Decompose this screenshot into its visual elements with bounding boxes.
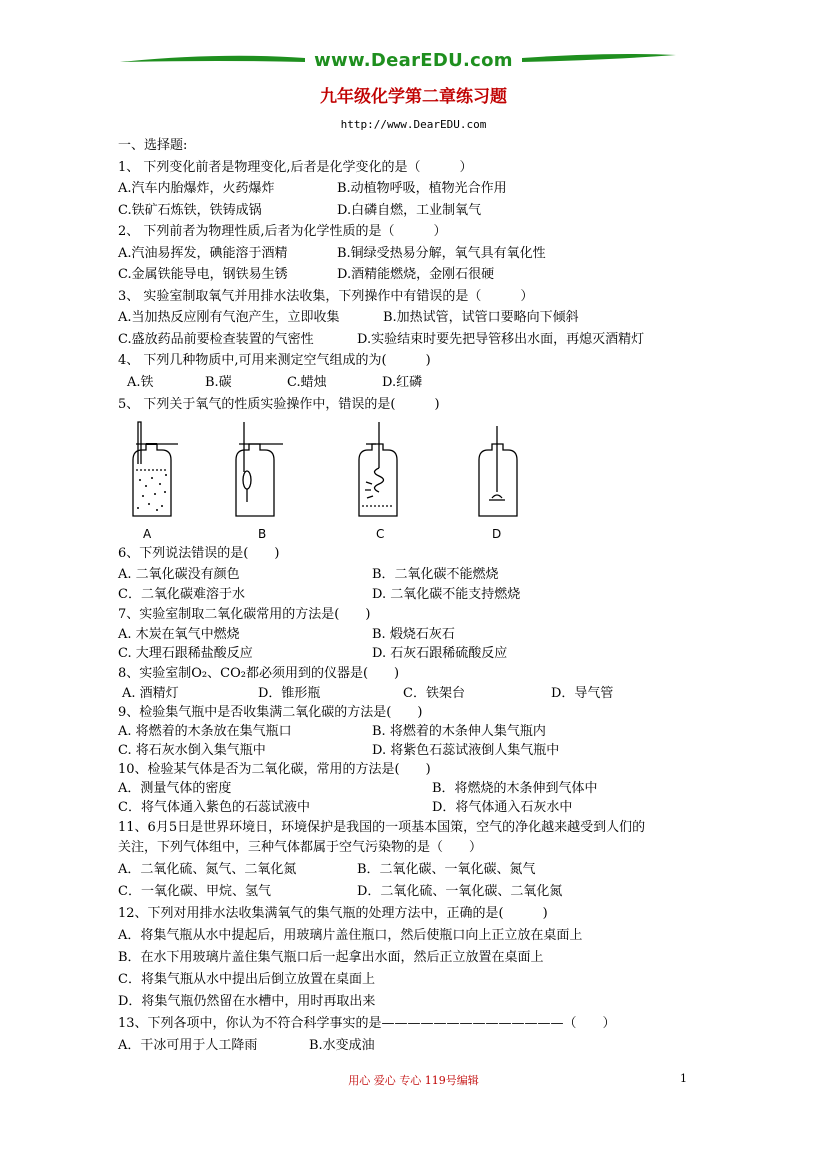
source-url[interactable]: http://www.DearEDU.com	[340, 118, 487, 131]
option-10c: C．将气体通入紫色的石蕊试液中	[118, 800, 310, 815]
option-3d: D.实验结束时要先把导管移出水面，再熄灭酒精灯	[357, 332, 645, 347]
question-13: 13、下列各项中，你认为不符合科学事实的是——————————————（ ）	[118, 1016, 616, 1031]
option-6d: D. 二氧化碳不能支持燃烧	[372, 587, 521, 602]
option-13b: B.水变成油	[309, 1038, 375, 1053]
option-10a: A．测量气体的密度	[118, 781, 232, 796]
option-11a: A．二氧化硫、氮气、二氧化氮	[118, 862, 297, 877]
option-6b: B．二氧化碳不能燃烧	[372, 567, 499, 582]
page-title: 九年级化学第二章练习题	[320, 87, 507, 107]
option-8b: D．锥形瓶	[258, 686, 321, 701]
gas-jar-figure	[110, 420, 560, 525]
option-11d: D．二氧化硫、一氧化碳、二氧化氮	[357, 884, 563, 899]
option-12c: C．将集气瓶从水中提出后倒立放置在桌面上	[118, 972, 375, 987]
question-11-line2: 关注，下列气体组中，三种气体都属于空气污染物的是（ ）	[118, 840, 483, 855]
option-6a: A. 二氧化碳没有颜色	[118, 567, 240, 582]
option-10b: B．将燃烧的木条伸到气体中	[432, 781, 598, 796]
option-12b: B．在水下用玻璃片盖住集气瓶口后一起拿出水面，然后正立放置在桌面上	[118, 950, 544, 965]
question-4: 4、 下列几种物质中,可用来测定空气组成的为( )	[118, 353, 431, 368]
option-2a: A.汽油易挥发，碘能溶于酒精	[118, 246, 288, 261]
figure-label-c: C	[376, 527, 385, 541]
option-9d: D. 将紫色石蕊试液倒人集气瓶中	[372, 743, 560, 758]
question-6: 6、下列说法错误的是( )	[118, 546, 280, 561]
option-4a: A.铁	[127, 375, 154, 390]
option-2d: D.酒精能燃烧，金刚石很硬	[337, 267, 495, 282]
question-5: 5、 下列关于氧气的性质实验操作中，错误的是( )	[118, 397, 440, 412]
option-3c: C.盛放药品前要检查装置的气密性	[118, 332, 314, 347]
question-3: 3、 实验室制取氧气并用排水法收集，下列操作中有错误的是（ ）	[118, 289, 534, 304]
figure-label-d: D	[492, 527, 502, 541]
option-7b: B. 煅烧石灰石	[372, 627, 455, 642]
jar-b-icon	[236, 422, 283, 516]
option-3a: A.当加热反应刚有气泡产生，立即收集	[118, 310, 340, 325]
option-9a: A. 将燃着的木条放在集气瓶口	[118, 724, 292, 739]
option-12a: A．将集气瓶从水中提起后，用玻璃片盖住瓶口，然后使瓶口向上正立放在桌面上	[118, 928, 583, 943]
option-9b: B. 将燃着的木条伸人集气瓶内	[372, 724, 546, 739]
option-8d: D．导气管	[551, 686, 614, 701]
option-2b: B.铜绿受热易分解，氧气具有氧化性	[337, 246, 546, 261]
option-7c: C. 大理石跟稀盐酸反应	[118, 646, 253, 661]
question-1: 1、 下列变化前者是物理变化,后者是化学变化的是（ ）	[118, 160, 473, 175]
option-4c: C.蜡烛	[287, 375, 327, 390]
option-2c: C.金属铁能导电，钢铁易生锈	[118, 267, 288, 282]
question-10: 10、检验某气体是否为二氧化碳，常用的方法是( )	[118, 762, 431, 777]
option-6c: C．二氧化碳难溶于水	[118, 587, 245, 602]
question-11-line1: 11、6月5日是世界环境日，环境保护是我国的一项基本国策，空气的净化越来越受到人们的	[118, 820, 646, 835]
page-number: 1	[680, 1072, 687, 1085]
question-8: 8、实验室制O₂、CO₂都必须用到的仪器是( )	[118, 666, 400, 681]
option-8a: A. 酒精灯	[122, 686, 179, 701]
question-7: 7、实验室制取二氧化碳常用的方法是( )	[118, 607, 371, 622]
figure-label-b: B	[258, 527, 267, 541]
option-11b: B．二氧化碳、一氧化碳、氮气	[357, 862, 536, 877]
section-heading: 一、选择题:	[118, 138, 188, 153]
jar-c-icon	[359, 422, 397, 516]
option-13a: A．干冰可用于人工降雨	[118, 1038, 258, 1053]
option-9c: C. 将石灰水倒入集气瓶中	[118, 743, 266, 758]
option-8c: C．铁架台	[403, 686, 465, 701]
option-12d: D．将集气瓶仍然留在水槽中，用时再取出来	[118, 994, 376, 1009]
option-4b: B.碳	[205, 375, 232, 390]
option-7a: A. 木炭在氧气中燃烧	[118, 627, 240, 642]
option-4d: D.红磷	[382, 375, 423, 390]
option-10d: D．将气体通入石灰水中	[432, 800, 573, 815]
brand-logo-text[interactable]: www.DearEDU.com	[314, 50, 513, 71]
option-7d: D. 石灰石跟稀硫酸反应	[372, 646, 508, 661]
option-1b: B.动植物呼吸，植物光合作用	[337, 181, 507, 196]
figure-label-a: A	[143, 527, 152, 541]
footer-text: 用心 爱心 专心 119号编辑	[348, 1074, 479, 1087]
question-9: 9、检验集气瓶中是否收集满二氧化碳的方法是( )	[118, 705, 423, 720]
option-3b: B.加热试管，试管口要略向下倾斜	[383, 310, 579, 325]
option-1d: D.白磷自燃，工业制氧气	[337, 203, 482, 218]
option-1a: A.汽车内胎爆炸，火药爆炸	[118, 181, 275, 196]
question-2: 2、 下列前者为物理性质,后者为化学性质的是（ ）	[118, 224, 447, 239]
option-1c: C.铁矿石炼铁，铁铸成锅	[118, 203, 262, 218]
option-11c: C．一氧化碳、甲烷、氢气	[118, 884, 271, 899]
jar-a-icon	[133, 422, 178, 516]
question-12: 12、下列对用排水法收集满氧气的集气瓶的处理方法中，正确的是( )	[118, 906, 548, 921]
jar-d-icon	[479, 426, 517, 516]
